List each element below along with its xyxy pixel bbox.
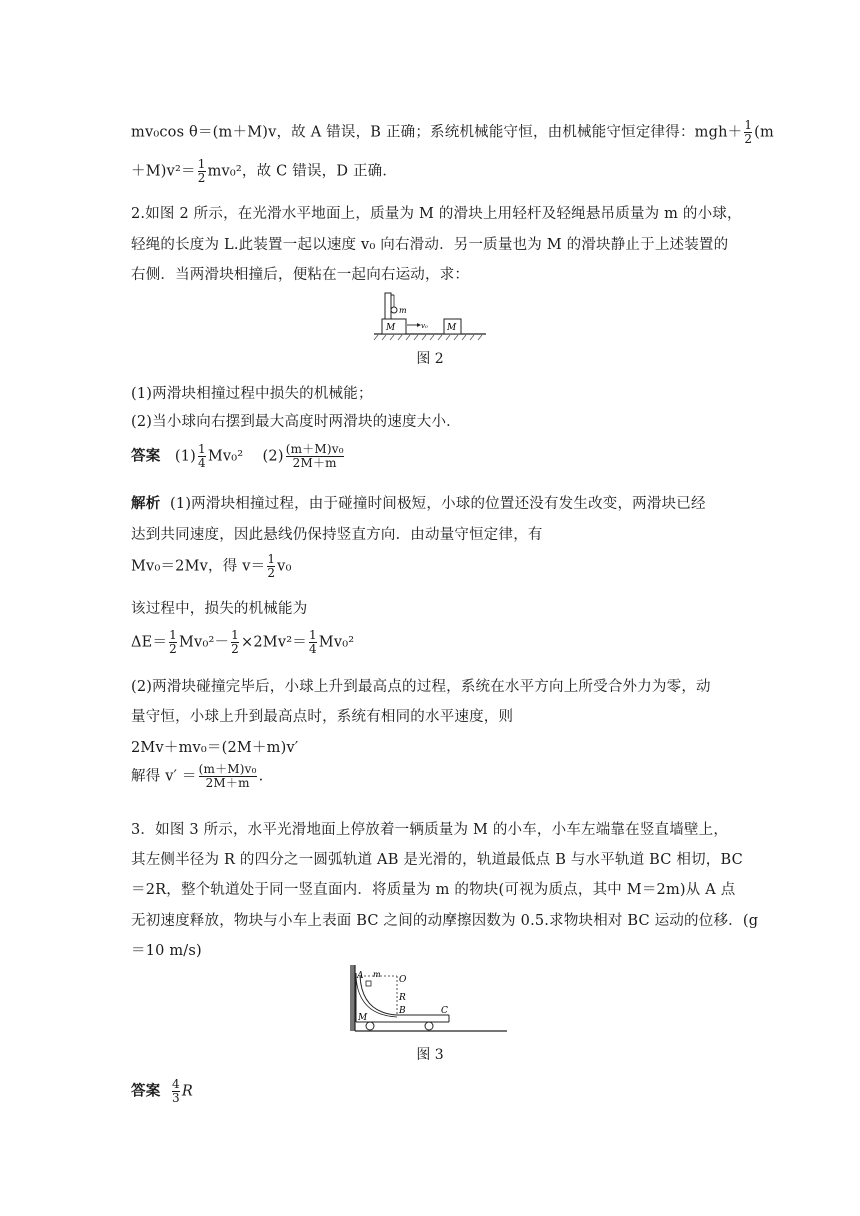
- denominator: 4: [308, 642, 317, 656]
- denominator: 2: [744, 132, 753, 146]
- answer-2: [131, 443, 346, 470]
- fraction: [231, 629, 239, 656]
- text: (1): [174, 448, 196, 465]
- analysis-line-9: [131, 763, 263, 790]
- analysis-label: 解析: [131, 496, 161, 512]
- figure-2-caption: 图 2: [416, 351, 444, 367]
- figure-2-diagram: [372, 290, 488, 342]
- numerator: 1: [197, 157, 206, 171]
- text: .: [258, 768, 264, 785]
- text: (m: [754, 124, 774, 141]
- analysis-line-4: 该过程中，损失的机械能为: [131, 601, 308, 617]
- label-m: m: [373, 970, 381, 979]
- analysis-line-8: 2Mv＋mv₀＝(2M＋m)v′: [131, 740, 299, 756]
- text: ΔE＝: [131, 634, 168, 651]
- analysis-line-6: (2)两滑块碰撞完毕后，小球上升到最高点的过程，系统在水平方向上所受合外力为零，动: [131, 679, 711, 695]
- numerator: (m＋M)v₀: [198, 762, 257, 776]
- denominator: 4: [197, 456, 206, 470]
- fraction: [169, 629, 177, 656]
- label-M-right: M: [447, 323, 457, 333]
- question-3-line-1: 3．如图 3 所示，水平光滑地面上停放着一辆质量为 M 的小车，小车左端靠在竖直墙壁上，: [131, 822, 729, 838]
- fraction: [309, 629, 317, 656]
- analysis-line-3: [131, 553, 292, 580]
- label-C: C: [441, 1006, 448, 1016]
- sub-question-2: (2)当小球向右摆到最大高度时两滑块的速度大小．: [131, 414, 461, 430]
- denominator: 2M＋m: [199, 776, 257, 790]
- question-3-line-5: ＝10 m/s): [131, 943, 202, 959]
- question-3-line-3: ＝2R，整个轨道处于同一竖直面内．将质量为 m 的物块(可视为质点，其中 M＝2m)从 A 点: [131, 882, 736, 898]
- denominator: 2: [197, 171, 206, 185]
- label-O: O: [399, 975, 407, 985]
- numerator: (m＋M)v₀: [285, 442, 344, 456]
- text: mv₀cos θ＝(m＋M)v，故 A 错误，B 正确；系统机械能守恒，由机械能守恒定律得：mgh＋: [131, 124, 743, 141]
- text: mv₀²，故 C 错误，D 正确．: [207, 163, 398, 180]
- text: 解得 v′ ＝: [131, 768, 197, 785]
- text: v₀: [277, 558, 292, 575]
- question-2-line-3: 右侧．当两滑块相撞后，便粘在一起向右运动，求：: [131, 267, 470, 283]
- text-line: [131, 158, 397, 185]
- text: Mv₀²: [318, 634, 355, 651]
- label-m: m: [399, 306, 407, 315]
- denominator: 2: [231, 642, 240, 656]
- text-line: [131, 119, 774, 146]
- sub-question-1: (1)两滑块相撞过程中损失的机械能；: [131, 386, 373, 402]
- figure-3-diagram: [349, 963, 509, 1035]
- numerator: 1: [197, 442, 206, 456]
- question-2-line-2: 轻绳的长度为 L.此装置一起以速度 v₀ 向右滑动．另一质量也为 M 的滑块静止于上述装置的: [131, 237, 729, 253]
- numerator: 1: [267, 552, 276, 566]
- text: Mv₀＝2Mv，得 v＝: [131, 558, 266, 575]
- text: (1)两滑块相撞过程，由于碰撞时间极短，小球的位置还没有发生改变，两滑块已经: [170, 496, 706, 512]
- analysis-line-5: [131, 629, 354, 656]
- denominator: 2: [267, 566, 276, 580]
- text: Mv₀²: [207, 448, 244, 465]
- answer-3: [131, 1078, 193, 1105]
- question-3-line-2: 其左侧半径为 R 的四分之一圆弧轨道 AB 是光滑的，轨道最低点 B 与水平轨道 BC 相切，BC: [131, 852, 743, 868]
- label-M-left: M: [386, 323, 396, 333]
- question-2-line-1: 2.如图 2 所示，在光滑水平地面上，质量为 M 的滑块上用轻杆及轻绳悬吊质量为 m 的小球，: [131, 206, 742, 222]
- label-B: B: [399, 1006, 406, 1016]
- text: R: [181, 1083, 193, 1100]
- fraction: [744, 119, 752, 146]
- text: ＋M)v²＝: [131, 163, 196, 180]
- denominator: 3: [172, 1091, 180, 1105]
- text: Mv₀²－: [179, 634, 230, 651]
- fraction: [172, 1078, 180, 1105]
- fraction: [198, 443, 206, 470]
- analysis-line-1: [131, 492, 706, 513]
- numerator: 4: [172, 1077, 180, 1091]
- analysis-line-7: 量守恒，小球上升到最高点时，系统有相同的水平速度，则: [131, 709, 514, 725]
- numerator: 1: [744, 118, 753, 132]
- analysis-line-2: 达到共同速度，因此悬线仍保持竖直方向．由动量守恒定律，有: [131, 527, 543, 543]
- denominator: 2M＋m: [286, 456, 344, 470]
- denominator: 2: [169, 642, 177, 656]
- fraction: [286, 443, 344, 470]
- label-R: R: [399, 993, 406, 1003]
- text: (2): [262, 448, 284, 465]
- question-3-line-4: 无初速度释放，物块与小车上表面 BC 之间的动摩擦因数为 0.5.求物块相对 BC 运动的位移．(g: [131, 913, 759, 929]
- answer-label: 答案: [131, 448, 161, 465]
- numerator: 1: [169, 628, 177, 642]
- fraction: [267, 553, 275, 580]
- fraction: [199, 763, 257, 790]
- answer-label: 答案: [131, 1083, 161, 1100]
- label-v0: v₀: [421, 322, 428, 330]
- fraction: [198, 158, 206, 185]
- figure-3-caption: 图 3: [416, 1047, 444, 1063]
- label-A: A: [357, 971, 364, 981]
- numerator: 1: [231, 628, 240, 642]
- label-M: M: [358, 1013, 368, 1023]
- text: ×2Mv²＝: [241, 634, 307, 651]
- numerator: 1: [308, 628, 317, 642]
